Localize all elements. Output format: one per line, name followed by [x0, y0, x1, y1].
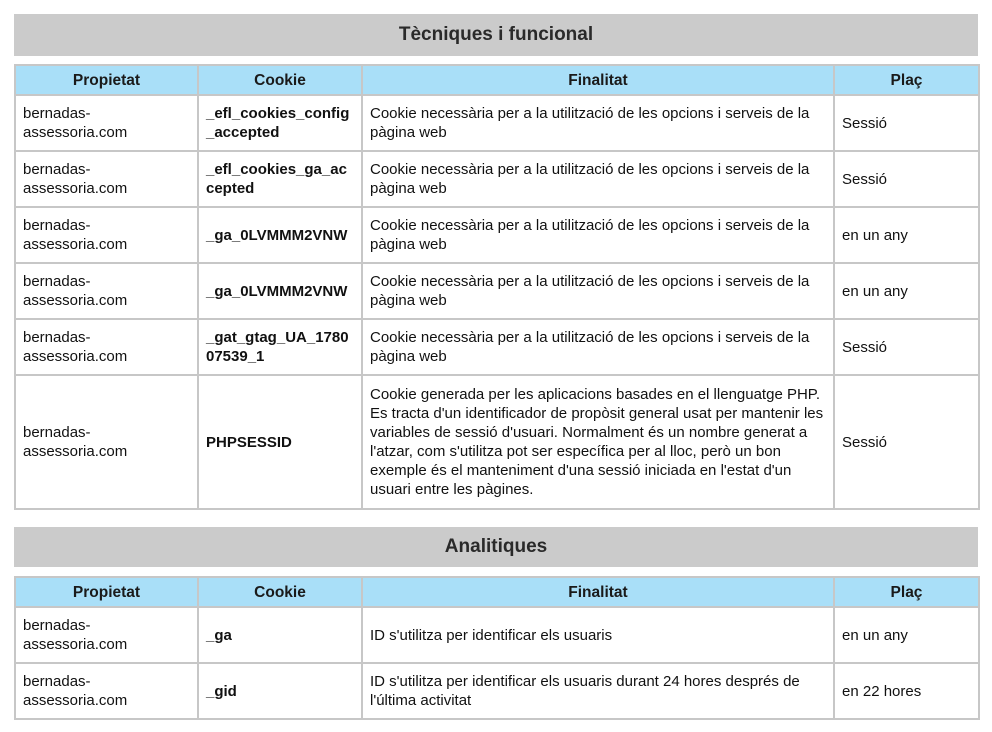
column-header-plac: Plaç: [834, 65, 979, 95]
term-cell: Sessió: [834, 95, 979, 151]
purpose-cell: Cookie necessària per a la utilització de les opcions i serveis de la pàgina web: [362, 263, 834, 319]
column-header-propietat: Propietat: [15, 577, 198, 607]
term-cell: en un any: [834, 207, 979, 263]
table-row: [15, 607, 979, 663]
term-cell: en un any: [834, 263, 979, 319]
term-cell: en 22 hores: [834, 663, 979, 719]
term-cell: en un any: [834, 607, 979, 663]
column-header-finalitat: Finalitat: [362, 65, 834, 95]
table-header-row: [15, 65, 979, 95]
table-row: [15, 151, 979, 207]
cookies-table-analitiques: [14, 576, 980, 720]
owner-cell: bernadas-assessoria.com: [15, 663, 198, 719]
column-header-cookie: Cookie: [198, 65, 362, 95]
purpose-cell: Cookie necessària per a la utilització de les opcions i serveis de la pàgina web: [362, 207, 834, 263]
table-header-row: [15, 577, 979, 607]
column-header-cookie: Cookie: [198, 577, 362, 607]
cookie-name-cell: _ga_0LVMMM2VNW: [198, 207, 362, 263]
table-row: [15, 375, 979, 509]
cookies-table-tecniques: [14, 64, 980, 510]
table-row: [15, 207, 979, 263]
owner-cell: bernadas-assessoria.com: [15, 207, 198, 263]
table-row: [15, 663, 979, 719]
cookie-name-cell: _ga: [198, 607, 362, 663]
cookie-name-cell: _efl_cookies_ga_accepted: [198, 151, 362, 207]
purpose-cell: Cookie necessària per a la utilització de les opcions i serveis de la pàgina web: [362, 151, 834, 207]
column-header-finalitat: Finalitat: [362, 577, 834, 607]
term-cell: Sessió: [834, 151, 979, 207]
column-header-plac: Plaç: [834, 577, 979, 607]
owner-cell: bernadas-assessoria.com: [15, 607, 198, 663]
owner-cell: bernadas-assessoria.com: [15, 151, 198, 207]
term-cell: Sessió: [834, 319, 979, 375]
purpose-cell: Cookie necessària per a la utilització de les opcions i serveis de la pàgina web: [362, 95, 834, 151]
owner-cell: bernadas-assessoria.com: [15, 95, 198, 151]
owner-cell: bernadas-assessoria.com: [15, 319, 198, 375]
cookie-name-cell: _gid: [198, 663, 362, 719]
table-row: [15, 263, 979, 319]
cookie-name-cell: PHPSESSID: [198, 375, 362, 509]
table-row: [15, 95, 979, 151]
purpose-cell: ID s'utilitza per identificar els usuaris durant 24 hores després de l'última activitat: [362, 663, 834, 719]
cookie-name-cell: _efl_cookies_config_accepted: [198, 95, 362, 151]
cookie-name-cell: _gat_gtag_UA_178007539_1: [198, 319, 362, 375]
owner-cell: bernadas-assessoria.com: [15, 375, 198, 509]
section-title-tecniques: Tècniques i funcional: [14, 14, 978, 56]
section-title-analitiques: Analitiques: [14, 527, 978, 567]
purpose-cell: Cookie generada per les aplicacions basades en el llenguatge PHP. Es tracta d'un identificador de propòsit general usat per mantenir les variables de sessió d'usuari. Normalment és un nombre generat a l'atzar, com s'utilitza pot ser específica per al lloc, però un bon exemple és el manteniment d'una sessió iniciada en l'estat d'un usuari entre les pàgines.: [362, 375, 834, 509]
table-row: [15, 319, 979, 375]
owner-cell: bernadas-assessoria.com: [15, 263, 198, 319]
purpose-cell: ID s'utilitza per identificar els usuaris: [362, 607, 834, 663]
purpose-cell: Cookie necessària per a la utilització de les opcions i serveis de la pàgina web: [362, 319, 834, 375]
term-cell: Sessió: [834, 375, 979, 509]
cookie-name-cell: _ga_0LVMMM2VNW: [198, 263, 362, 319]
column-header-propietat: Propietat: [15, 65, 198, 95]
